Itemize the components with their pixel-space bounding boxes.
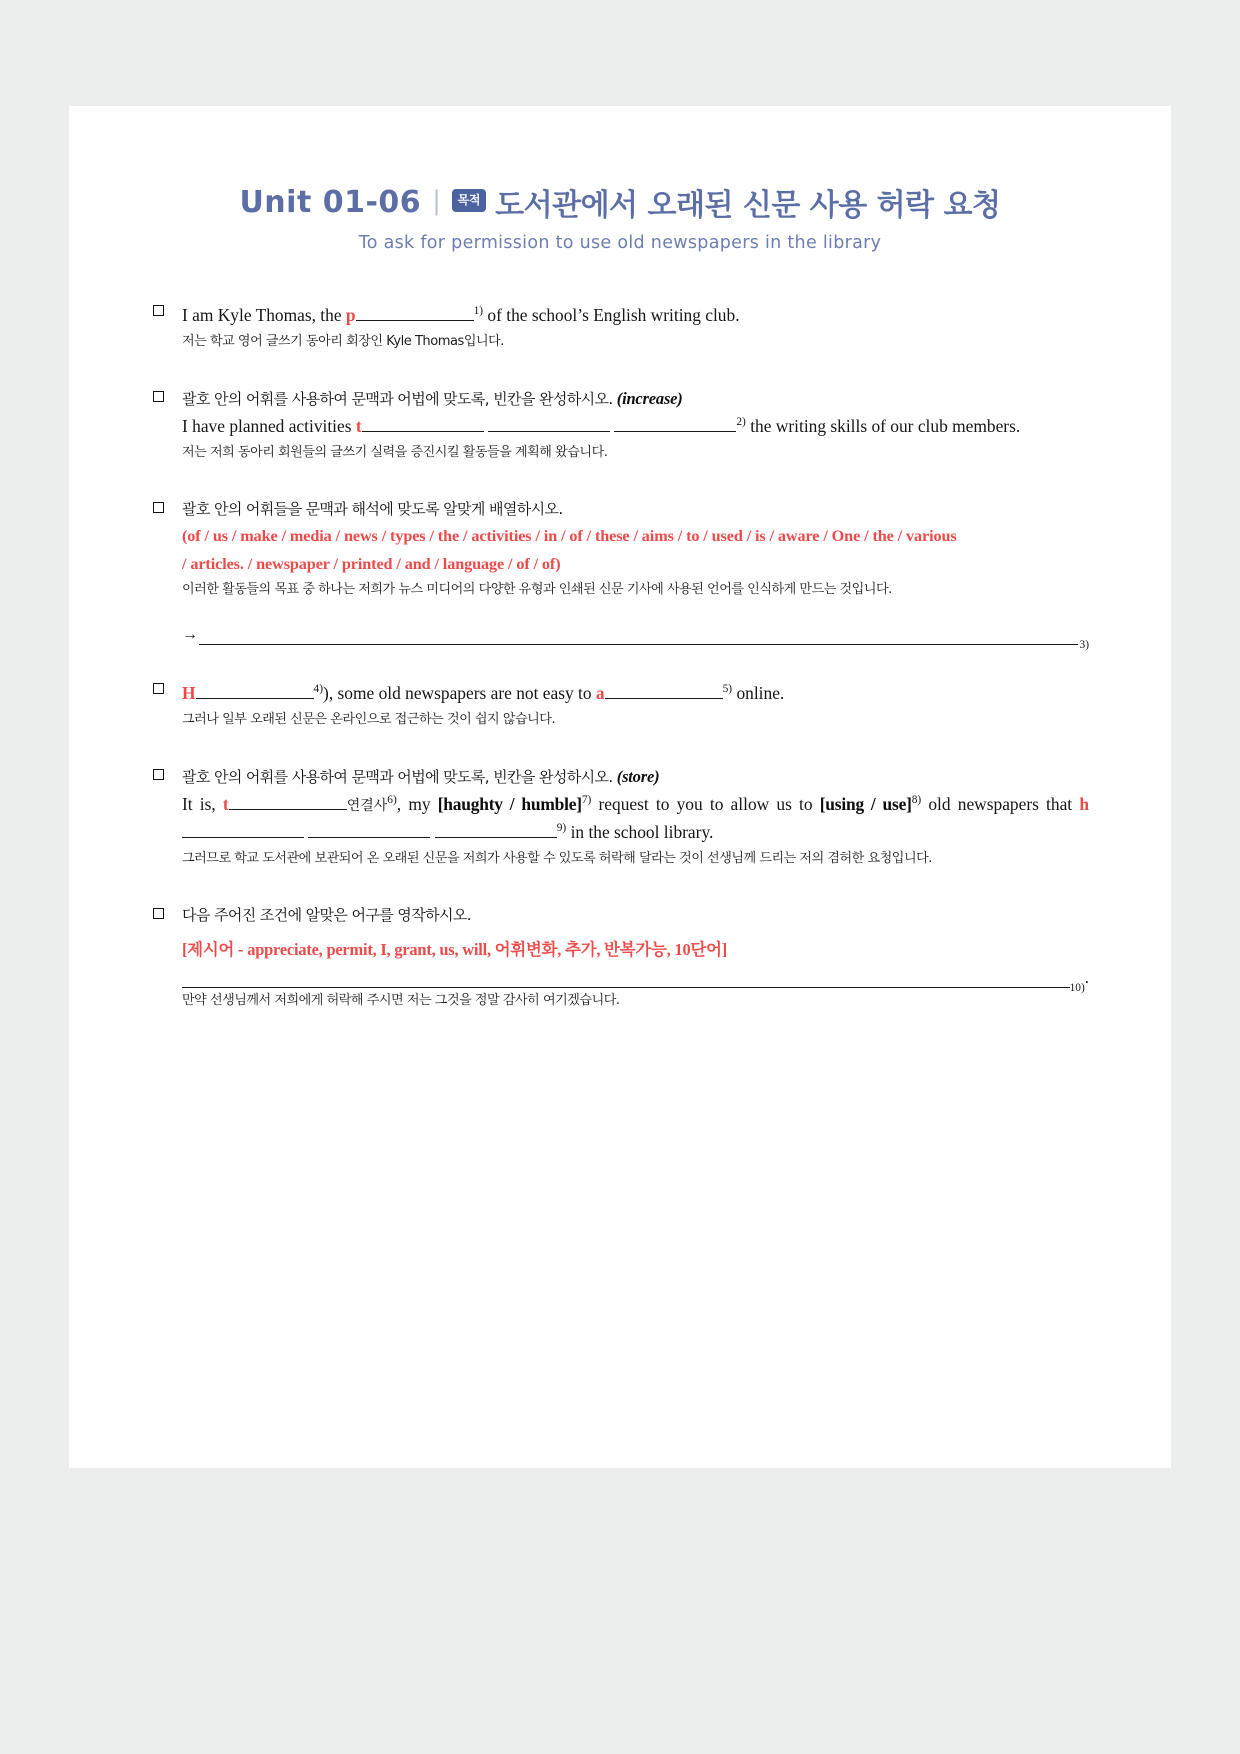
answer-blank[interactable] [362,431,484,432]
translation-text: 이러한 활동들의 목표 중 하나는 저희가 뉴스 미디어의 다양한 유형과 인쇄된 신문 기사에 사용된 언어를 인식하게 만드는 것입니다. [182,581,892,597]
page-title [151,180,1089,224]
answer-blank[interactable] [196,698,314,699]
answer-write-line[interactable] [182,971,1070,987]
cue-letter: t [355,415,362,436]
question-block-1 [151,301,1089,353]
translation-text: 저는 저희 동아리 회원들의 글쓰기 실력을 증진시킬 활동들을 계획해 왔습니다. [182,445,608,461]
question-block-6 [151,904,1089,1011]
sentence-text-post: the writing skills of our club members. [745,415,1021,436]
answer-blank[interactable] [229,809,347,810]
arrow-icon: → [182,625,198,643]
page-subtitle: To ask for permission to use old newspapers in the library [358,233,882,253]
title-separator: | [432,186,441,216]
question-block-5 [151,765,1089,870]
word-hint: (increase) [616,389,683,409]
answer-row: 10) . [182,968,1089,988]
question-block-2 [151,387,1089,464]
word-hint: (store) [616,767,660,787]
question-content [151,904,1089,1011]
cue-letter: H [182,682,196,703]
answer-blank[interactable] [182,837,304,838]
sentence-line [182,412,1089,440]
purpose-badge: 목적 [452,189,487,212]
answer-row: → 3) [182,625,1089,651]
question-content [151,765,1089,870]
checkbox-icon[interactable] [153,908,164,919]
answer-write-line[interactable] [199,629,1078,645]
answer-blank[interactable] [605,698,723,699]
checkbox-icon[interactable] [153,391,164,402]
question-content [151,679,1089,731]
unit-number: Unit 01-06 [239,184,422,220]
instruction-text: 괄호 안의 어휘를 사용하여 문맥과 어법에 맞도록, 빈칸을 완성하시오. [182,768,613,787]
blank-number: 4) [313,683,324,696]
question-block-4 [151,679,1089,731]
sentence-text-post: of the school’s English writing club. [483,305,740,325]
choice-option-2[interactable]: [using / use] [819,793,912,814]
answer-blank[interactable] [488,431,610,432]
blank-number: 7) [581,793,592,806]
answer-blank[interactable] [308,837,430,838]
blank-number: 6) [387,793,397,806]
title-korean: 도서관에서 오래된 신문 사용 허락 요청 [495,188,1001,223]
translation-text: 그러므로 학교 도서관에 보관되어 온 오래된 신문을 저희가 사용할 수 있도록 허락해 달라는 것이 선생님께 드리는 저의 겸허한 요청입니다. [182,851,932,867]
checkbox-icon[interactable] [153,502,164,513]
checkbox-icon[interactable] [153,305,164,316]
sentence-text-post: online. [732,682,785,703]
page-frame [41,78,1199,1496]
blank-number: 9) [556,822,567,835]
translation-text: 그러나 일부 오래된 신문은 온라인으로 접근하는 것이 쉽지 않습니다. [182,712,556,728]
sentence-text-post: in the school library. [566,821,714,842]
blank-number: 5) [722,683,733,696]
sentence-line [182,301,1089,329]
sentence-text-pre: I am Kyle Thomas, the [182,305,346,325]
sentence-text-mid-3: old newspapers that [921,793,1080,814]
blank-number: 1) [473,305,484,318]
answer-period: . [1084,967,1089,987]
question-content [151,387,1089,464]
translation-text: 저는 학교 영어 글쓰기 동아리 회장인 Kyle Thomas입니다. [182,334,504,350]
sentence-line [182,679,1089,707]
cue-letter: a [595,682,605,703]
worksheet-page [69,106,1171,1468]
cue-letter: t [222,793,229,814]
blank-number: 8) [911,793,922,806]
instruction-line [182,765,1089,790]
sentence-line [182,790,1089,846]
question-block-3 [151,498,1089,651]
question-content [151,301,1089,353]
sentence-text-mid-2: request to you to allow us to [591,793,820,814]
sentence-text-mid: ), some old newspapers are not easy to [323,682,596,703]
answer-blank[interactable] [614,431,736,432]
prompt-words-line: [제시어 - appreciate, permit, I, grant, us, will, 어휘변화, 추가, 반복가능, 10단어] [182,939,727,959]
word-bank-line-1: (of / us / make / media / news / types / the / activities / in / of / these / aims / to / used / is / aware / One / the / various [182,526,957,545]
word-bank-line-2: / articles. / newspaper / printed / and / language / of / of) [182,554,561,573]
blank-number: 2) [736,416,746,429]
choice-option-1[interactable]: [haughty / humble] [437,793,582,814]
cue-letter: h [1079,793,1089,814]
worksheet-body [151,301,1089,1012]
document-header [151,180,1089,253]
checkbox-icon[interactable] [153,769,164,780]
checkbox-icon[interactable] [153,683,164,694]
translation-text: 만약 선생님께서 저희에게 허락해 주시면 저는 그것을 정말 감사히 여기겠습니다. [182,992,620,1008]
cue-letter: p [345,305,356,325]
question-content [151,498,1089,601]
instruction-line: 괄호 안의 어휘들을 문맥과 해석에 맞도록 알맞게 배열하시오. [182,500,563,518]
sentence-text-mid: , my [396,793,438,814]
answer-blank[interactable] [356,320,474,321]
sentence-text-pre: I have planned activities [182,415,356,436]
sentence-text-pre: It is, [182,793,223,814]
instruction-line [182,387,1089,412]
instruction-text: 괄호 안의 어휘를 사용하여 문맥과 어법에 맞도록, 빈칸을 완성하시오. [182,390,613,409]
conjunction-label: 연결사 [346,797,388,814]
answer-blank[interactable] [435,837,557,838]
instruction-line: 다음 주어진 조건에 알맞은 어구를 영작하시오. [182,906,471,925]
